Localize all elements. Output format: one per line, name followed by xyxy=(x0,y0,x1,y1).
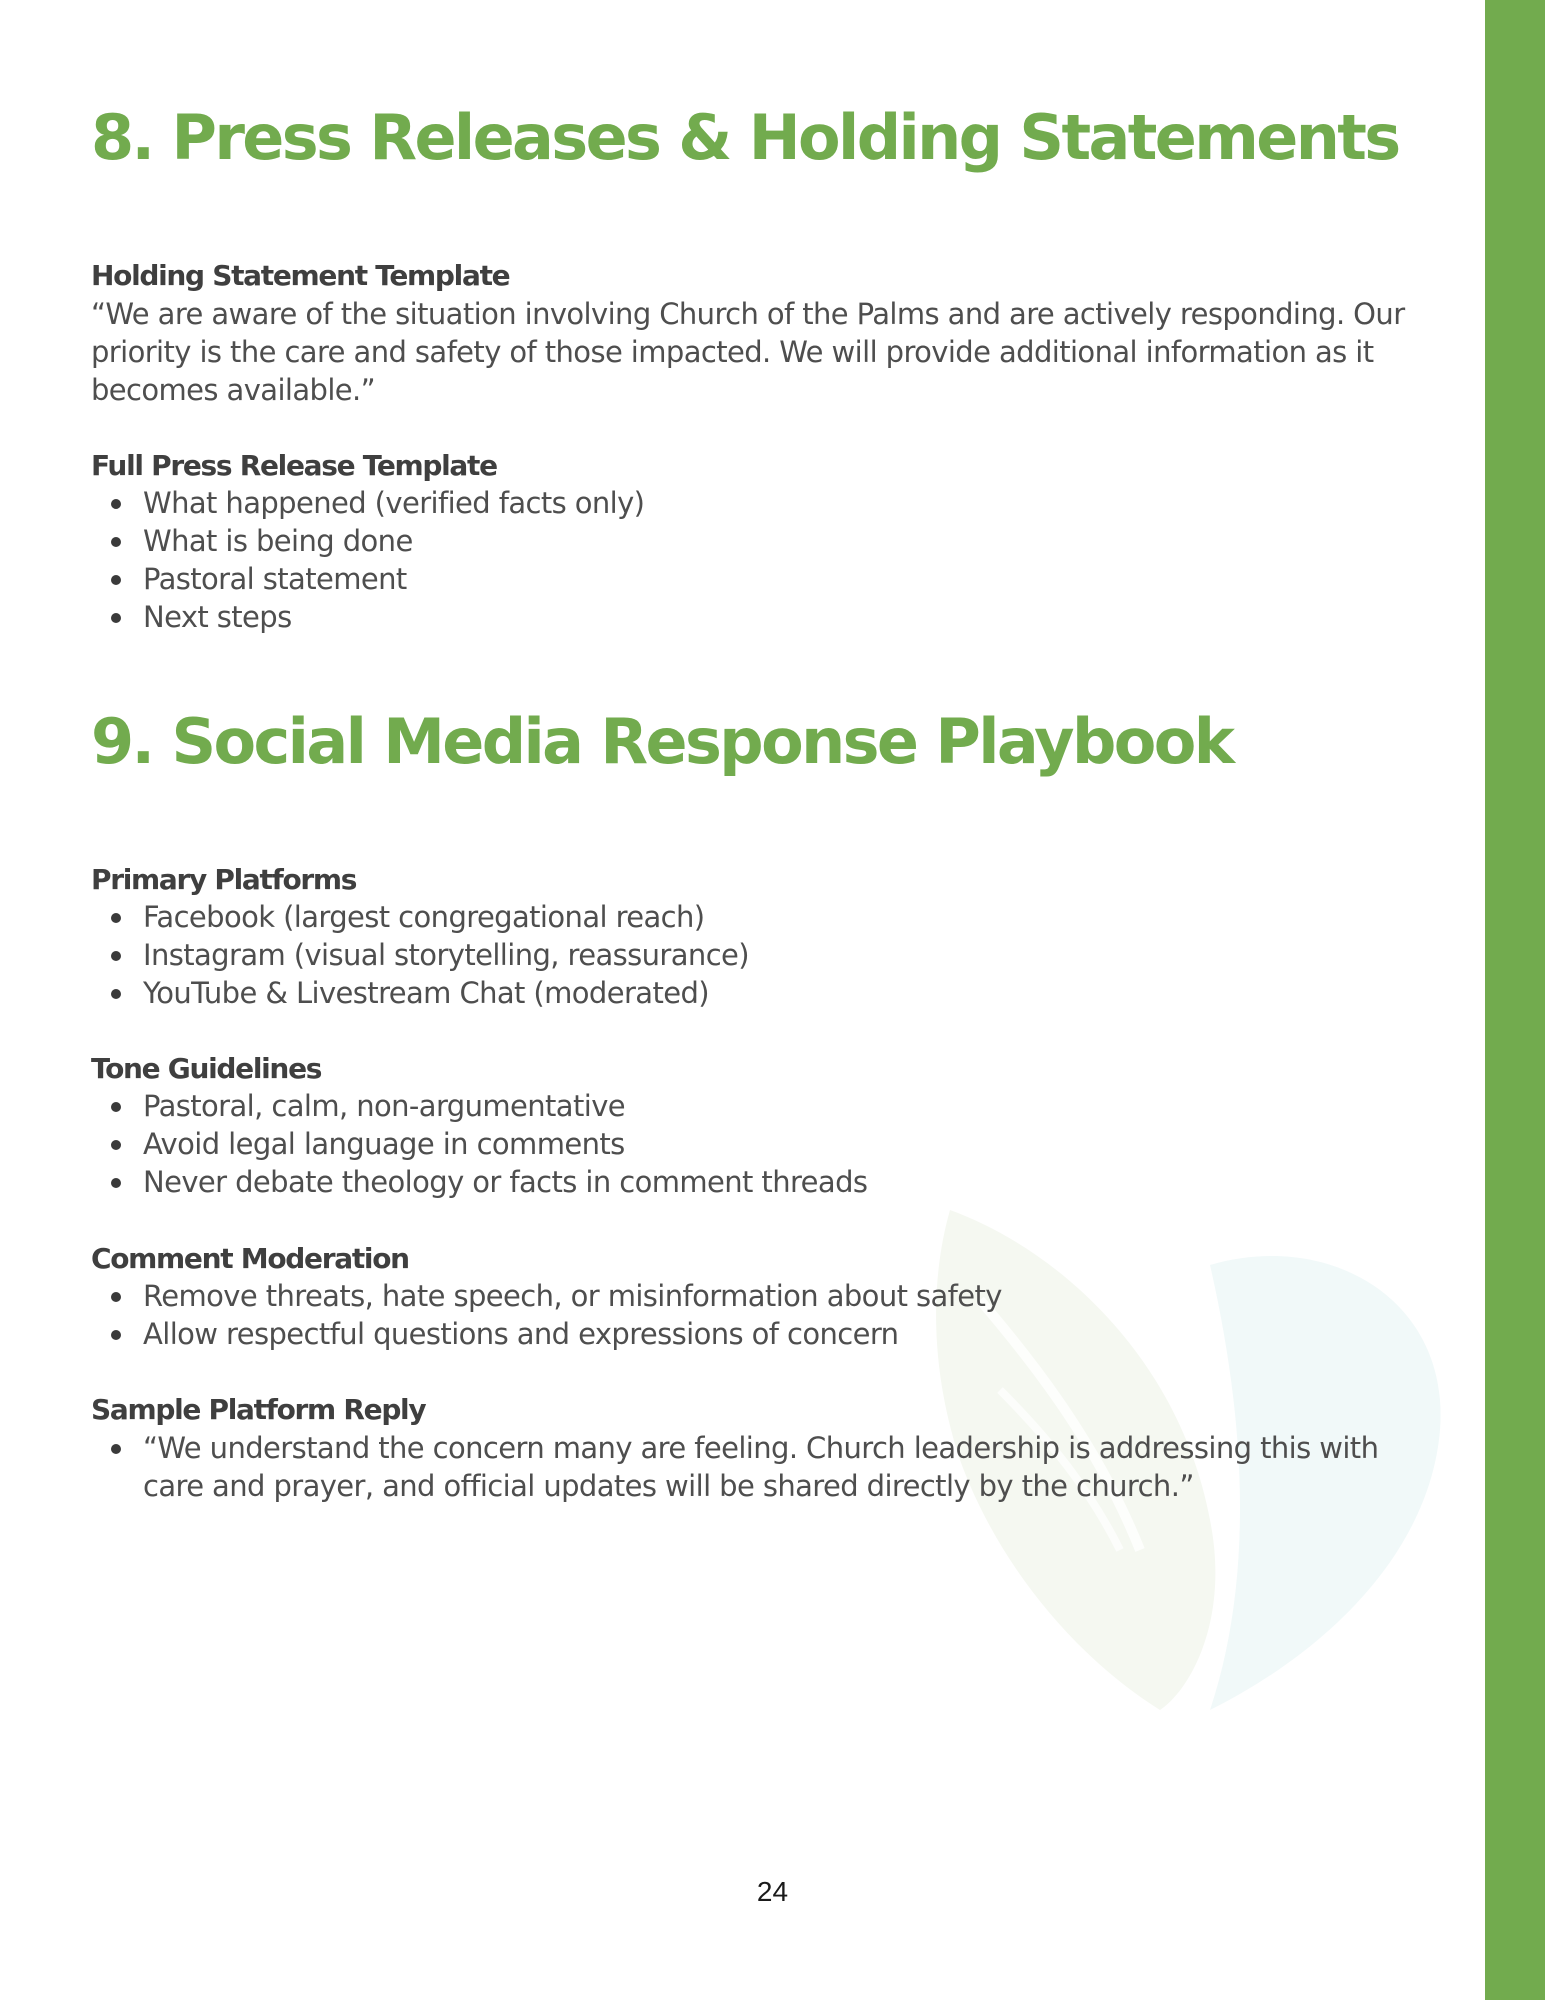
bullet-icon xyxy=(111,1140,121,1150)
subheading-holding-statement: Holding Statement Template xyxy=(91,259,510,292)
list-item: “We understand the concern many are feeling. Church leadership is addressing this with care and prayer, and official updates will be shared directly by the church.” xyxy=(91,1429,1431,1505)
bullet-icon xyxy=(111,1444,121,1454)
bullet-icon xyxy=(111,613,121,623)
subheading-comment-moderation: Comment Moderation xyxy=(91,1242,409,1275)
page-number: 24 xyxy=(756,1876,789,1907)
holding-statement-text: “We are aware of the situation involving Church of the Palms and are actively responding. Our priority is the care and safety of those impacted. We will provide additional information as it becomes available.” xyxy=(91,297,1405,407)
bullet-icon xyxy=(111,537,121,547)
list-item: Avoid legal language in comments xyxy=(91,1125,1431,1163)
list-item: YouTube & Livestream Chat (moderated) xyxy=(91,974,1431,1012)
sample-reply-list xyxy=(91,1429,1431,1505)
list-item: Facebook (largest congregational reach) xyxy=(91,898,1431,936)
list-item: Remove threats, hate speech, or misinformation about safety xyxy=(91,1277,1431,1315)
list-item: Pastoral statement xyxy=(91,560,1431,598)
list-item: Allow respectful questions and expressions of concern xyxy=(91,1315,1431,1353)
bullet-icon xyxy=(111,575,121,585)
comment-moderation-list xyxy=(91,1277,1431,1353)
accent-sidebar xyxy=(1485,0,1545,2000)
bullet-icon xyxy=(111,1292,121,1302)
platforms-list xyxy=(91,898,1431,1012)
list-item: What happened (verified facts only) xyxy=(91,484,1431,522)
bullet-icon xyxy=(111,1102,121,1112)
tone-guidelines-list xyxy=(91,1087,1431,1201)
bullet-icon xyxy=(111,913,121,923)
section-heading-press-releases: 8. Press Releases & Holding Statements xyxy=(91,101,1399,174)
list-item: Instagram (visual storytelling, reassurance) xyxy=(91,936,1431,974)
bullet-icon xyxy=(111,1178,121,1188)
subheading-primary-platforms: Primary Platforms xyxy=(91,863,357,896)
press-release-list xyxy=(91,484,1431,636)
subheading-tone-guidelines: Tone Guidelines xyxy=(91,1052,322,1085)
list-item: What is being done xyxy=(91,522,1431,560)
subheading-sample-reply: Sample Platform Reply xyxy=(91,1393,426,1426)
list-item: Pastoral, calm, non-argumentative xyxy=(91,1087,1431,1125)
section-heading-social-media: 9. Social Media Response Playbook xyxy=(91,705,1233,778)
bullet-icon xyxy=(111,989,121,999)
subheading-full-press-release: Full Press Release Template xyxy=(91,449,497,482)
bullet-icon xyxy=(111,951,121,961)
bullet-icon xyxy=(111,1330,121,1340)
list-item: Next steps xyxy=(91,598,1431,636)
list-item: Never debate theology or facts in comment threads xyxy=(91,1163,1431,1201)
bullet-icon xyxy=(111,499,121,509)
